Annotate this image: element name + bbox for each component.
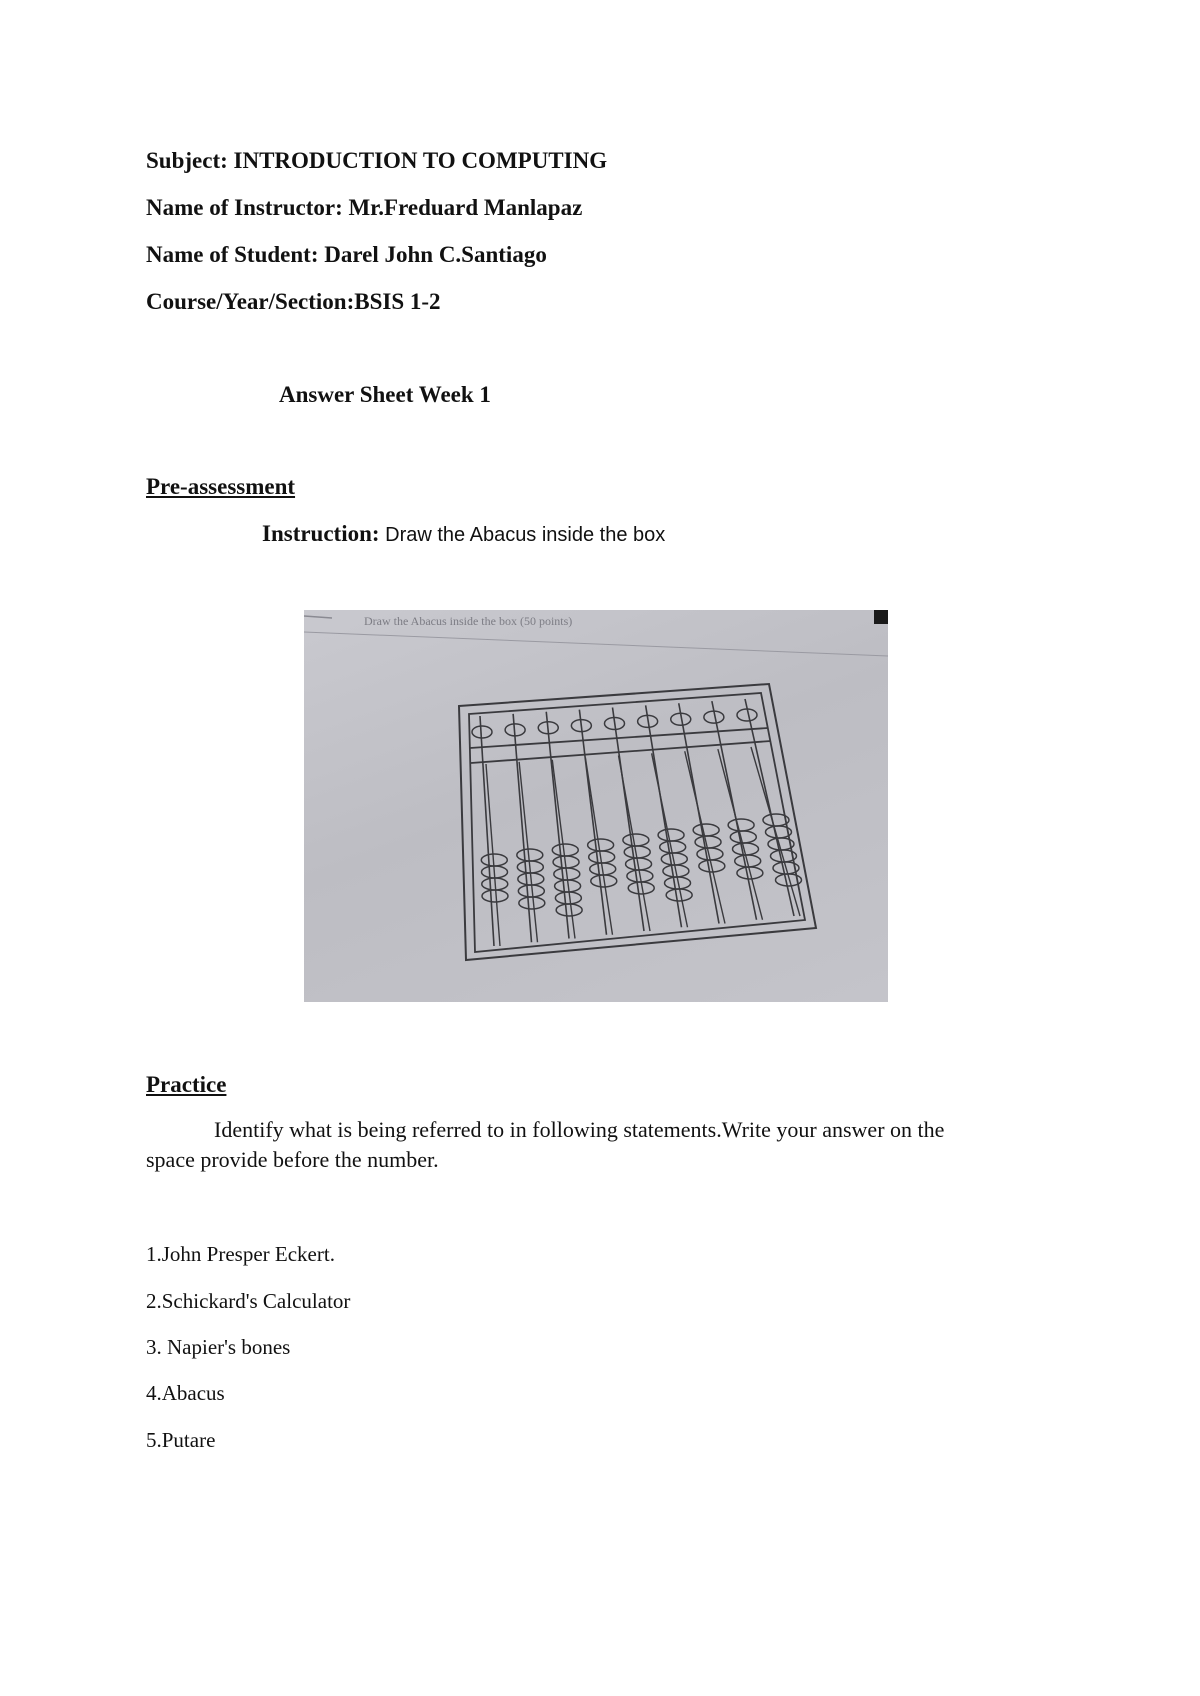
abacus-bead	[552, 844, 578, 856]
answer-item: 4.Abacus	[146, 1381, 225, 1405]
abacus-rod	[585, 758, 612, 935]
abacus-bead	[556, 904, 582, 916]
course-line: Course/Year/Section:BSIS 1-2	[146, 289, 441, 314]
abacus-bead	[519, 897, 545, 909]
abacus-bead	[693, 824, 719, 836]
abacus-bead	[588, 839, 614, 851]
abacus-bead	[728, 819, 754, 831]
abacus-rod	[613, 708, 645, 932]
abacus-bead	[695, 836, 721, 848]
abacus-drawing-icon	[304, 610, 888, 1002]
answer-item: 1.John Presper Eckert.	[146, 1242, 335, 1266]
instruction-text: Draw the Abacus inside the box	[379, 524, 666, 546]
instruction-label: Instruction:	[262, 521, 380, 546]
abacus-photo	[304, 610, 888, 1002]
practice-instruction-line2: space provide before the number.	[146, 1147, 439, 1172]
photo-corner-shadow	[874, 610, 888, 624]
abacus-bead	[482, 890, 508, 902]
abacus-rod	[519, 762, 537, 942]
abacus-rod	[619, 756, 651, 932]
practice-heading: Practice	[146, 1072, 227, 1097]
abacus-rod	[552, 760, 575, 939]
answer-item: 2.Schickard's Calculator	[146, 1289, 351, 1313]
abacus-bead	[555, 892, 581, 904]
abacus-rod	[513, 714, 531, 942]
abacus-bead	[623, 834, 649, 846]
page-title: Answer Sheet Week 1	[279, 382, 491, 407]
answer-item: 3. Napier's bones	[146, 1335, 291, 1359]
answer-item: 5.Putare	[146, 1428, 216, 1452]
abacus-rod	[579, 710, 606, 935]
pre-assessment-heading: Pre-assessment	[146, 474, 296, 499]
abacus-bead	[660, 841, 686, 853]
student-line: Name of Student: Darel John C.Santiago	[146, 242, 547, 267]
instructor-line: Name of Instructor: Mr.Freduard Manlapaz	[146, 195, 583, 220]
subject-line: Subject: INTRODUCTION TO COMPUTING	[146, 148, 608, 173]
instruction-line	[262, 521, 665, 547]
abacus-rod	[646, 705, 682, 927]
abacus-rod	[480, 716, 494, 946]
abacus-bead	[730, 831, 756, 843]
abacus-bead	[658, 829, 684, 841]
abacus-bead	[666, 889, 692, 901]
abacus-bead	[517, 849, 543, 861]
practice-instruction-line1: Identify what is being referred to in following statements.Write your answer on the	[214, 1117, 945, 1142]
photo-caption: Draw the Abacus inside the box (50 points)	[364, 614, 573, 628]
